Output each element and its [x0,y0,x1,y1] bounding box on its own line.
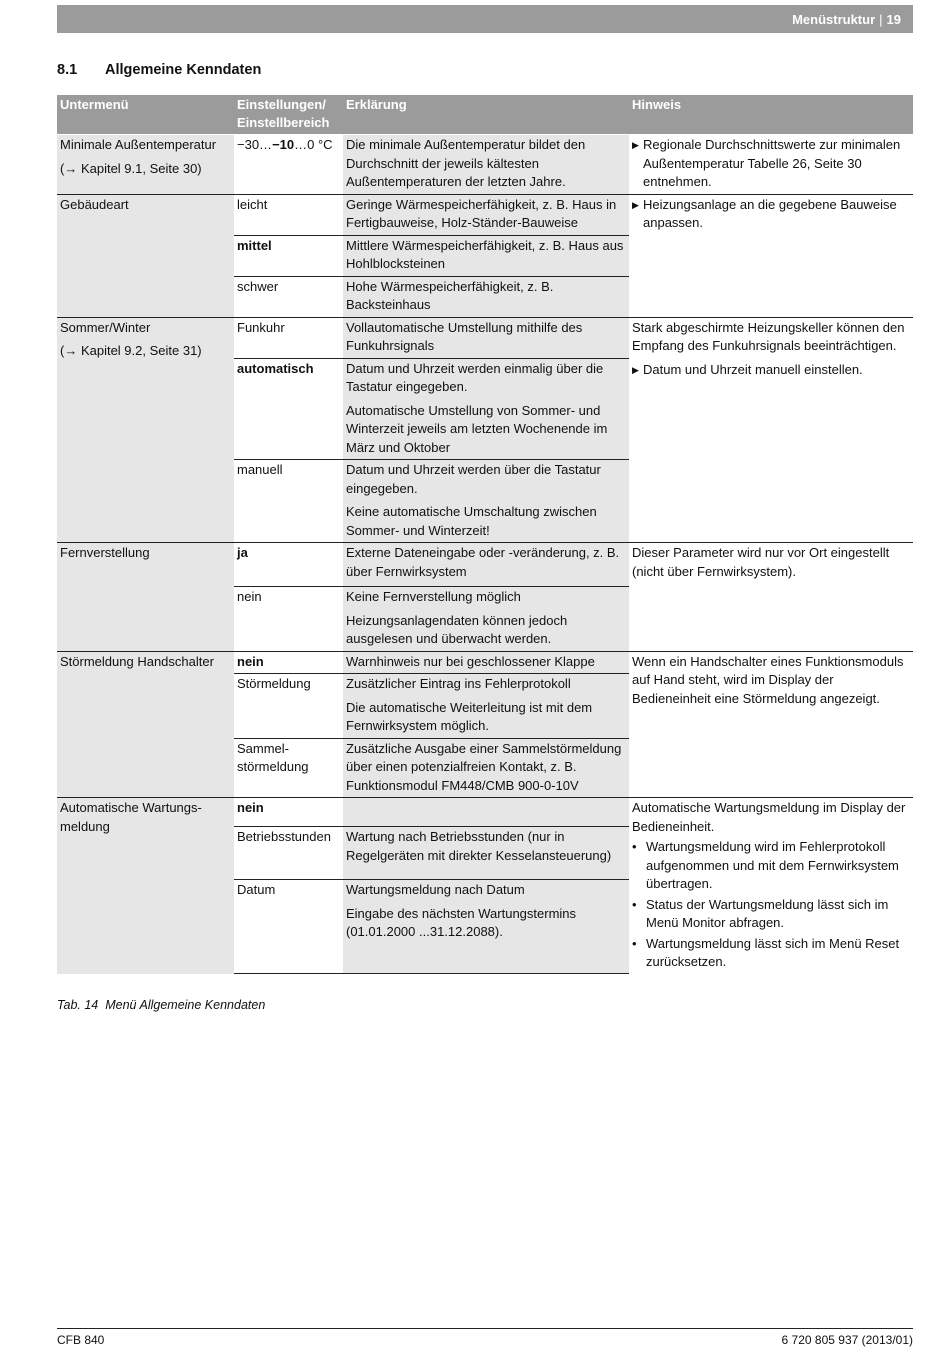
table-row [57,543,913,587]
header-page-number: 19 [886,11,901,27]
setting-cell: mittel [234,235,343,276]
explanation-text: Zusätzlicher Eintrag ins Fehlerprotokoll [346,676,571,691]
hint-text: Regionale Durchschnittswerte zur minimalen Außentemperatur Tabelle 26, Seite 30 entnehmen. [643,137,901,189]
menu-cell [57,135,234,195]
arrow-icon: ▶ [632,199,639,210]
explanation-text: Heizungsanlagendaten können jedoch ausgelesen und überwacht werden. [346,612,568,646]
section-heading: Allgemeine Kenndaten [105,62,262,78]
explanation-text: Eingabe des nächsten Wartungstermins (01.01.2000 ...31.12.2088). [346,905,577,939]
chapter-ref: (→ Kapitel 9.1, Seite 30) [60,160,202,176]
menu-cell: Fernverstellung [57,543,234,652]
explanation-cell [343,460,629,543]
col-header-erklaerung: Erklärung [343,95,629,135]
col-header-untermenue: Untermenü [57,95,234,135]
explanation-cell [343,587,629,652]
hint-action: Datum und Uhrzeit manuell einstellen. [643,361,863,377]
explanation-cell: Geringe Wärmespeicherfähigkeit, z. B. Haus in Fertigbauweise, Holz-Ständer-Bauweise [343,194,629,235]
explanation-text: Keine automatische Umschaltung zwischen Sommer- und Winterzeit! [346,504,597,538]
explanation-cell: Hohe Wärmespeicherfähigkeit, z. B. Backsteinhaus [343,276,629,317]
setting-cell: Störmeldung [234,674,343,739]
menu-cell [57,317,234,543]
section-number: 8.1 [57,62,78,78]
menu-label: Sommer/Winter [60,319,151,335]
explanation-cell [343,358,629,460]
explanation-text: Keine Fernverstellung möglich [346,589,521,604]
setting-cell: automatisch [234,358,343,460]
bullet-icon: • [632,935,637,951]
setting-cell: nein [234,651,343,674]
menu-cell: Automatische Wartungs-meldung [57,798,234,974]
explanation-cell: Mittlere Wärmespeicherfähigkeit, z. B. Haus aus Hohlblocksteinen [343,235,629,276]
header-title: Menüstruktur [792,11,876,27]
caption-text: Menü Allgemeine Kenndaten [105,998,266,1012]
footer-product: CFB 840 [57,1333,105,1347]
hint-text: Heizungsanlage an die gegebene Bauweise anpassen. [643,196,897,230]
arrow-icon: ▶ [632,364,639,375]
explanation-cell: Zusätzliche Ausgabe einer Sammelstörmeldung über einen potenzialfreien Kontakt, z. B. Funktionsmodul FM448/CMB 900-0-10V [343,738,629,798]
setting-cell: Sammel-störmeldung [234,738,343,798]
range-max: …0 °C [294,137,333,152]
explanation-cell [343,880,629,974]
setting-cell: leicht [234,194,343,235]
setting-cell: Datum [234,880,343,974]
hint-cell [629,135,913,195]
setting-cell: nein [234,587,343,652]
explanation-text: Automatische Umstellung von Sommer- und Winterzeit jeweils am letzten Wochenende im März und Oktober [346,402,608,455]
col-header-hinweis: Hinweis [629,95,913,135]
hint-bullet: Wartungsmeldung wird im Fehlerprotokoll aufgenommen und mit dem Fernwirksystem übertragen. [646,839,899,891]
hint-cell [629,317,913,543]
settings-table [57,95,913,974]
header-separator: | [879,11,883,27]
col-header-einstellungen: Einstellungen/ Einstellbereich [234,95,343,135]
hint-bullet: Wartungsmeldung lässt sich im Menü Reset zurücksetzen. [646,935,900,969]
section-title [57,62,261,78]
explanation-cell: Warnhinweis nur bei geschlossener Klappe [343,651,629,674]
setting-cell: ja [234,543,343,587]
explanation-cell [343,798,629,827]
menu-cell: Störmeldung Handschalter [57,651,234,798]
table-row [57,194,913,235]
explanation-text: Datum und Uhrzeit werden einmalig über die Tastatur eingegeben. [346,360,604,394]
explanation-cell: Die minimale Außentemperatur bildet den Durchschnitt der jeweils kältesten Außentemperaturen der letzten Jahre. [343,135,629,195]
explanation-text: Datum und Uhrzeit werden über die Tastatur eingegeben. [346,462,601,496]
range-min: −30… [237,137,273,152]
bullet-icon: • [632,896,637,912]
footer-doc-number: 6 720 805 937 (2013/01) [781,1333,913,1347]
table-row [57,651,913,674]
explanation-text: Die automatische Weiterleitung ist mit dem Fernwirksystem möglich. [346,699,593,733]
range-default: −10 [272,137,295,152]
setting-cell: manuell [234,460,343,543]
table-row [57,798,913,827]
hint-text: Automatische Wartungsmeldung im Display der Bedieneinheit. [632,800,906,834]
explanation-cell: Externe Dateneingabe oder -veränderung, z. B. über Fernwirksystem [343,543,629,587]
arrow-icon: ▶ [632,140,639,150]
footer-divider [57,1328,913,1329]
setting-cell: schwer [234,276,343,317]
explanation-cell: Wartung nach Betriebsstunden (nur in Regelgeräten mit direkter Kesselansteuerung) [343,827,629,880]
explanation-text: Wartungsmeldung nach Datum [346,882,525,897]
setting-cell: Funkuhr [234,317,343,358]
setting-cell [234,135,343,195]
hint-cell [629,798,913,974]
hint-bullet: Status der Wartungsmeldung lässt sich im Menü Monitor abfragen. [646,896,889,930]
setting-cell: Betriebsstunden [234,827,343,880]
bullet-icon: • [632,839,637,854]
table-header-row [57,95,913,135]
page-header [57,5,913,33]
setting-cell: nein [234,798,343,827]
table-row [57,317,913,358]
explanation-cell [343,674,629,739]
hint-text: Stark abgeschirmte Heizungskeller können den Empfang des Funkuhrsignals beeinträchtigen. [632,319,905,353]
table-caption [57,998,265,1012]
hint-cell: Wenn ein Handschalter eines Funktionsmoduls auf Hand steht, wird im Display der Bedieneinheit eine Störmeldung angezeigt. [629,651,913,798]
caption-label: Tab. 14 [57,998,99,1012]
hint-cell [629,194,913,317]
table-row [57,135,913,195]
menu-label: Minimale Außentemperatur [60,137,217,152]
explanation-cell: Vollautomatische Umstellung mithilfe des Funkuhrsignals [343,317,629,358]
menu-cell: Gebäudeart [57,194,234,317]
chapter-ref: (→ Kapitel 9.2, Seite 31) [60,343,202,358]
hint-cell: Dieser Parameter wird nur vor Ort eingestellt (nicht über Fernwirksystem). [629,543,913,652]
